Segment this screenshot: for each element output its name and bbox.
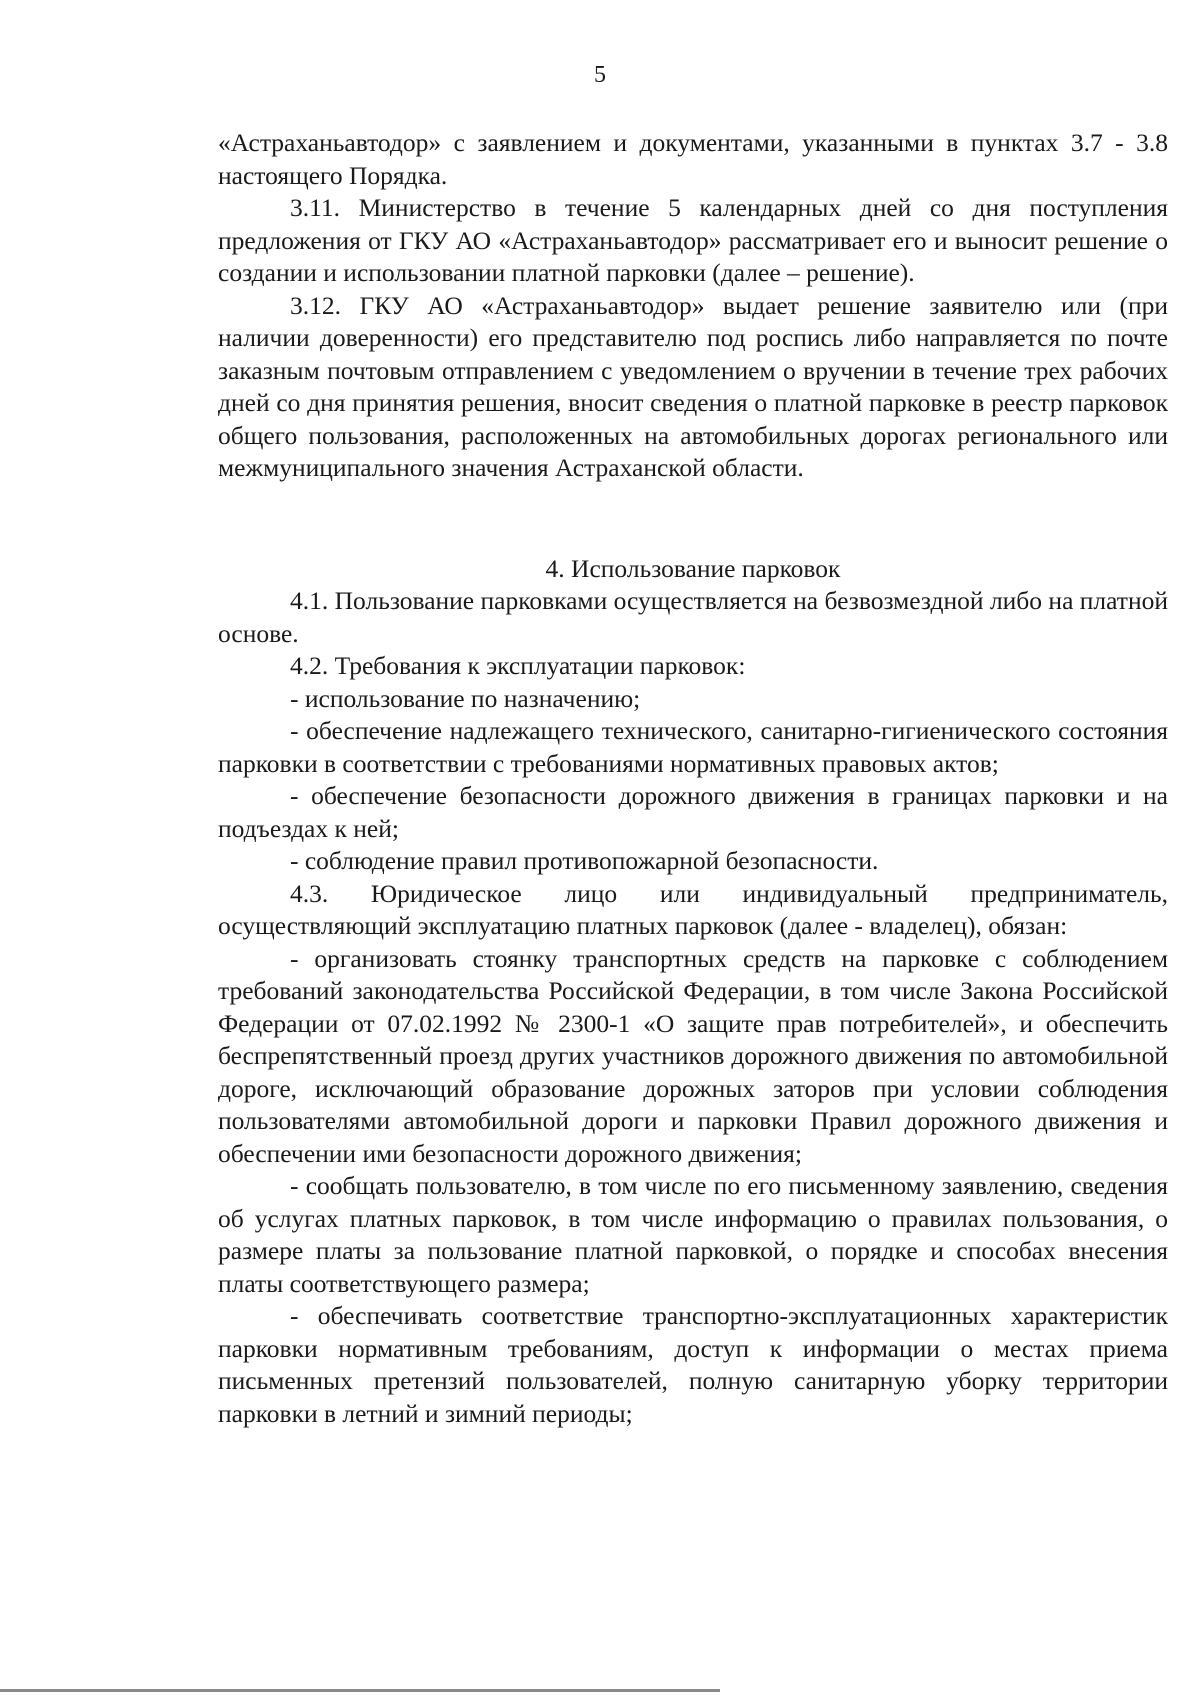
scan-edge-line [0, 1689, 720, 1692]
paragraph: 3.12. ГКУ АО «Астраханьавтодор» выдает решение заявителю или (при наличии доверенности) его представителю под роспись либо направляется по почте заказным почтовым отправлением с уведомлением о вручении в течение трех рабочих дней со дня принятия решения, вносит сведения о платной парковке в реестр парковок общего пользования, расположенных на автомобильных дорогах регионального или межмуниципального значения Астраханской области. [218, 290, 1168, 482]
paragraph: 3.11. Министерство в течение 5 календарных дней со дня поступления предложения от ГКУ АО «Астраханьавтодор» рассматривает его и выносит решение о создании и использовании платной парковки (далее – решение). [218, 193, 1168, 287]
paragraph: 4.1. Пользование парковками осуществляется на безвозмездной либо на платной основе. [218, 586, 1168, 648]
top-text-block [218, 127, 1168, 485]
paragraph: - обеспечение надлежащего технического, санитарно-гигиенического состояния парковки в соответствии с требованиями нормативных правовых актов; [218, 716, 1168, 778]
paragraph: - использование по назначению; [290, 683, 641, 713]
paragraph: - сообщать пользователю, в том числе по его письменному заявлению, сведения об услугах платных парковок, в том числе информацию о правилах пользования, о размере платы за пользование платной парковкой, о порядке и способах внесения платы соответствующего размера; [218, 1171, 1168, 1298]
section-heading: 4. Использование парковок [545, 554, 841, 583]
paragraph: - обеспечение безопасности дорожного движения в границах парковки и на подъездах к ней; [218, 781, 1168, 843]
paragraph: - соблюдение правил противопожарной безопасности. [290, 846, 879, 875]
paragraph: 4.3. Юридическое лицо или индивидуальный предприниматель, осуществляющий эксплуатацию платных парковок (далее - владелец), обязан: [218, 878, 1168, 940]
main-text-block [218, 585, 1168, 1430]
paragraph: - организовать стоянку транспортных средств на парковке с соблюдением требований законодательства Российской Федерации, в том числе Закона Российской Федерации от 07.02.1992 № 2300-1 «О защите прав потребителей», и обеспечить беспрепятственный проезд других участников дорожного движения по автомобильной дороге, исключающий образование дорожных заторов при условии соблюдения пользователями автомобильной дороги и парковки Правил дорожного движения и обеспечении ими безопасности дорожного движения; [218, 943, 1168, 1168]
page-number: 5 [594, 62, 606, 88]
paragraph: - обеспечивать соответствие транспортно-эксплуатационных характеристик парковки нормативным требованиям, доступ к информации о местах приема письменных претензий пользователей, полную санитарную уборку территории парковки в летний и зимний периоды; [218, 1301, 1168, 1428]
paragraph: 4.2. Требования к эксплуатации парковок: [290, 651, 746, 680]
paragraph: «Астраханьавтодор» с заявлением и документами, указанными в пунктах 3.7 - 3.8 настоящего Порядка. [218, 128, 1168, 190]
